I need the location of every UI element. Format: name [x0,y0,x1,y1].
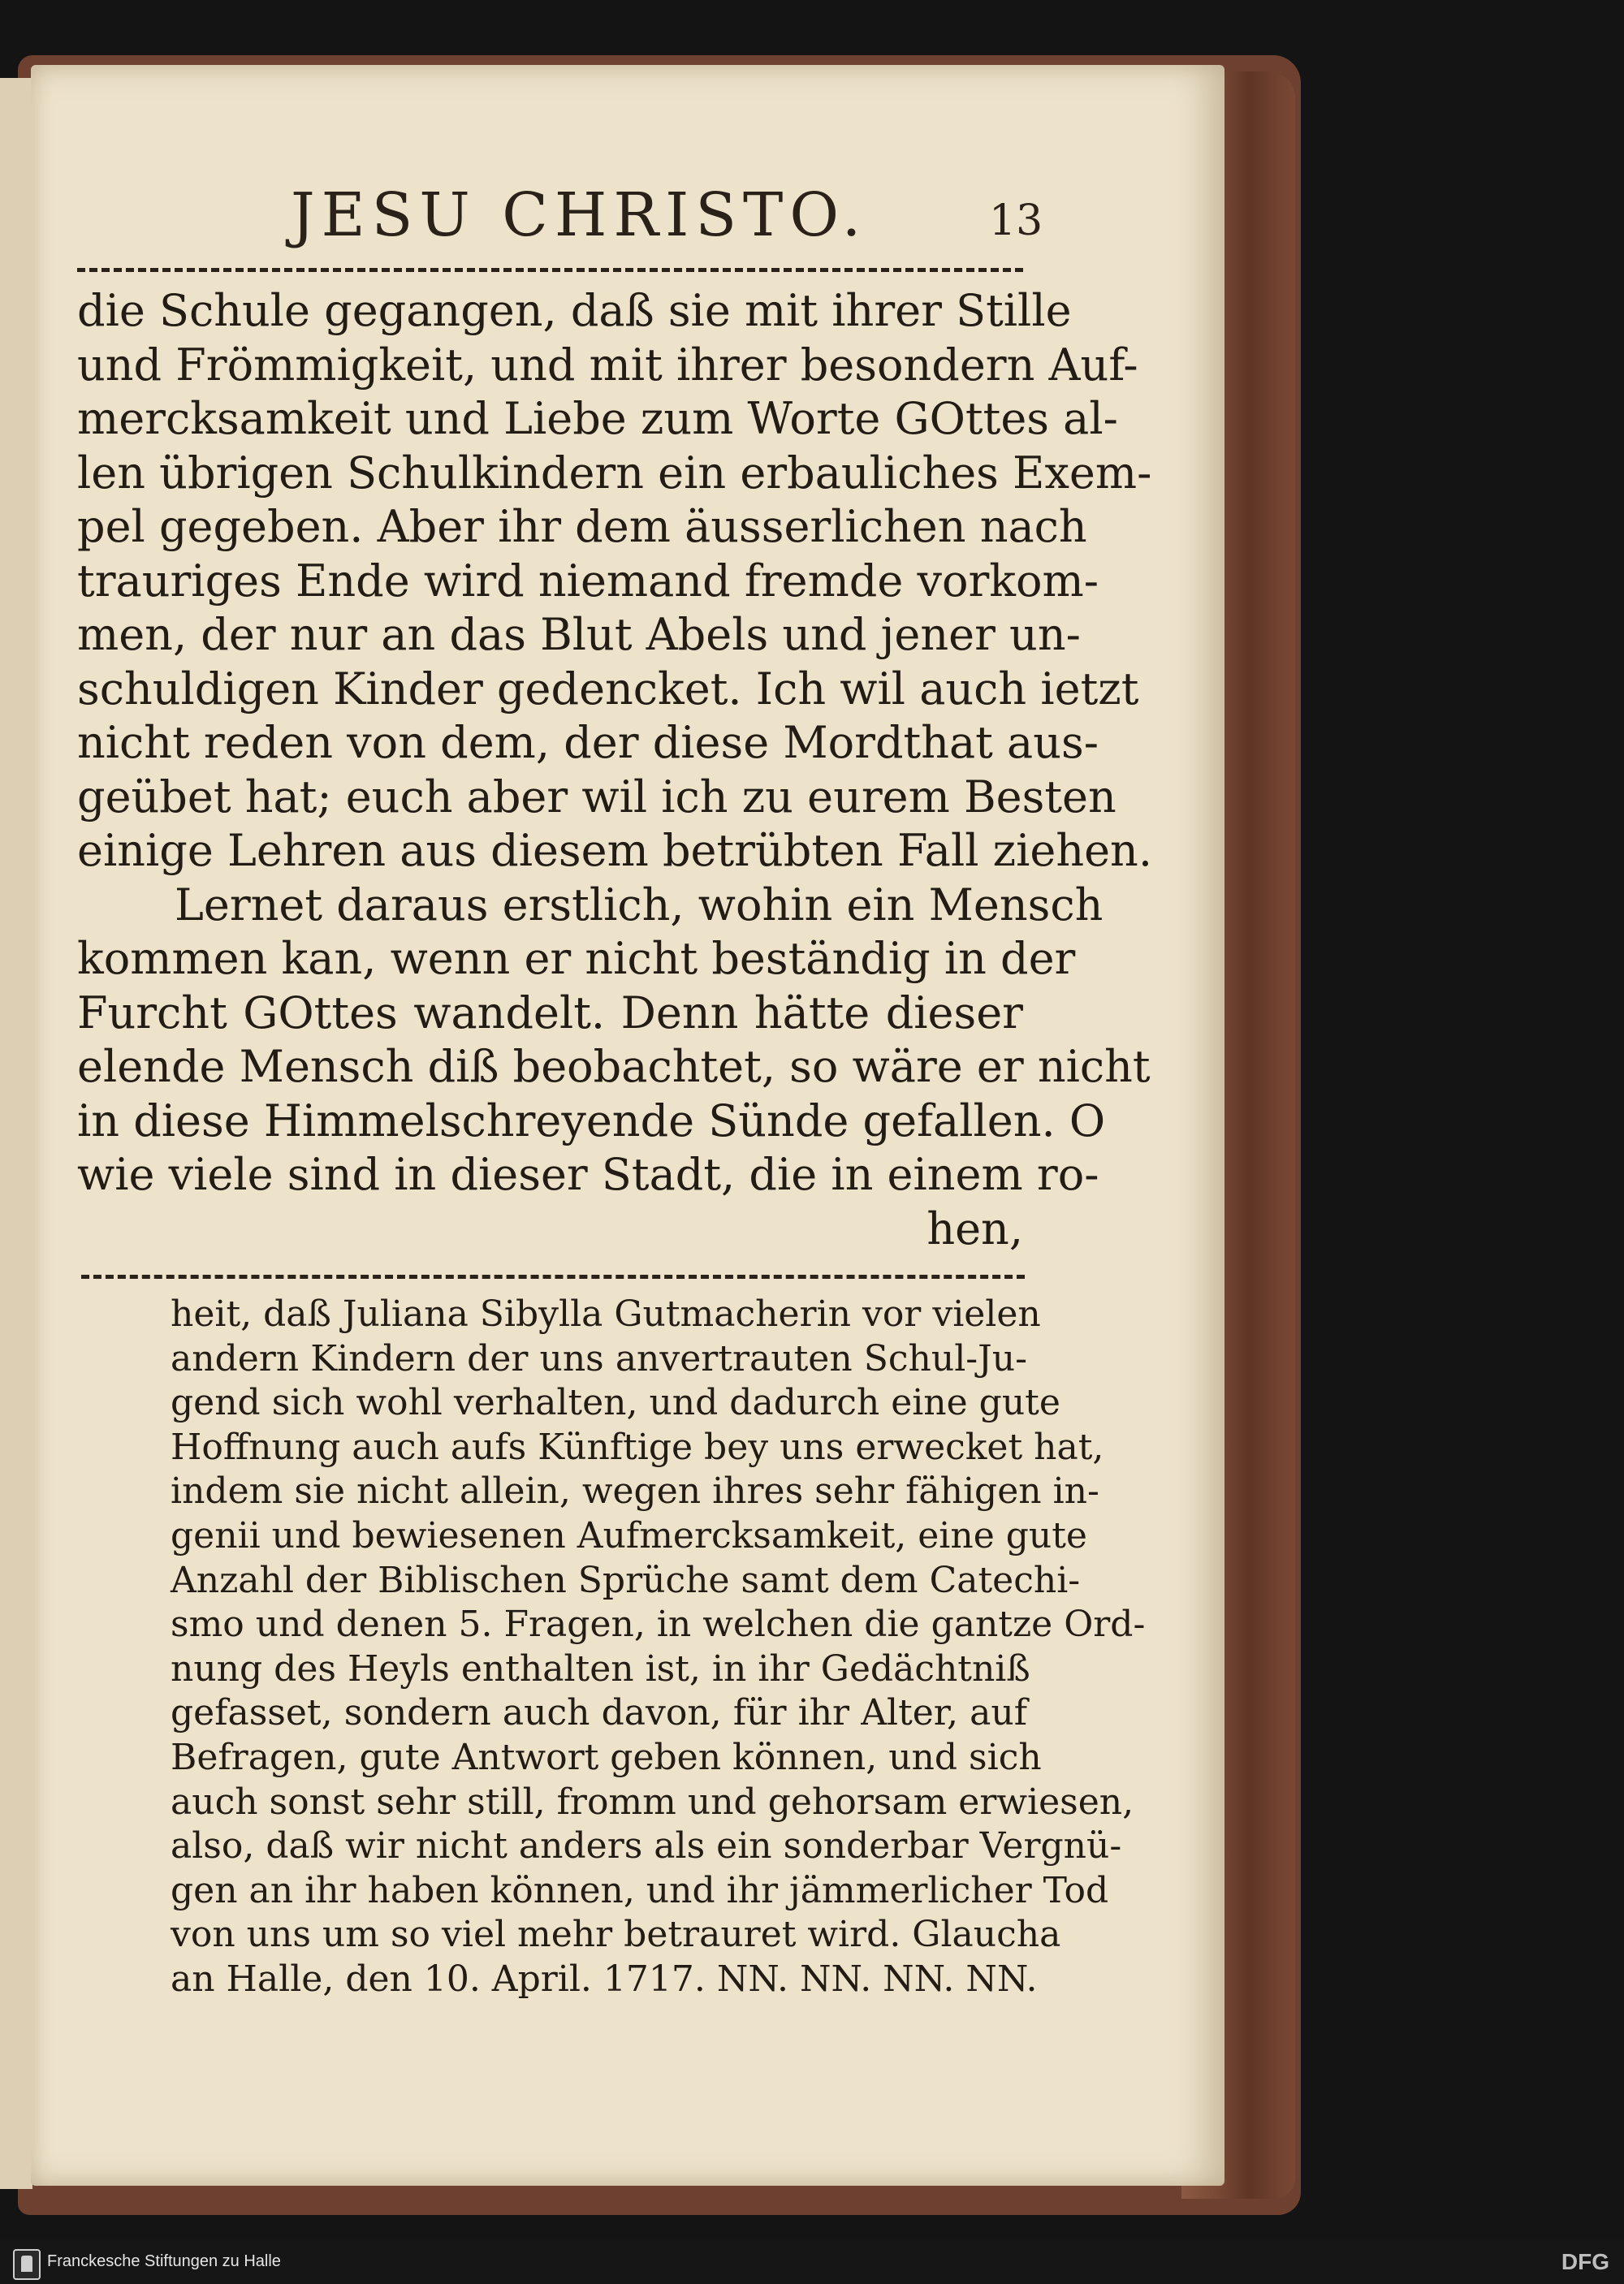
footnote-line: gen an ihr haben können, und ihr jämmerlicher Tod [171,1869,1109,1911]
text-line: pel gegeben. Aber ihr dem äusserlichen nach [77,501,1087,552]
header-rule [77,268,1023,272]
text-line: kommen kan, wenn er nicht beständig in der [77,933,1076,984]
footnote-line: auch sonst sehr still, fromm und gehorsam erwiesen, [171,1781,1134,1823]
footnote-line: genii und bewiesenen Aufmercksamkeit, eine gute [171,1514,1087,1556]
footnote-line: gefasset, sondern auch davon, für ihr Alter, auf [171,1692,1027,1734]
catchword: hen, [926,1202,1023,1254]
running-head: JESU CHRISTO. [291,180,868,250]
text-line: schuldigen Kinder gedencket. Ich wil auch ietzt [77,663,1139,715]
text-line: Furcht GOttes wandelt. Denn hätte dieser [77,987,1023,1038]
footnote-text [171,1293,1146,2002]
footnote-line: Hoffnung auch aufs Künftige bey uns erwecket hat, [171,1426,1104,1468]
text-line: nicht reden von dem, der diese Mordthat aus- [77,717,1099,768]
text-line: und Frömmigkeit, und mit ihrer besondern Auf- [77,339,1138,391]
footnote-line: nung des Heyls enthalten ist, in ihr Gedächtniß [171,1647,1030,1690]
text-line: men, der nur an das Blut Abels und jener un- [77,609,1081,660]
text-line: einige Lehren aus diesem betrübten Fall ziehen. [77,825,1153,876]
footer-credit: Franckesche Stiftungen zu Halle [47,2252,281,2270]
footnote-line: indem sie nicht allein, wegen ihres sehr fähigen in- [171,1470,1099,1513]
footnote-line: heit, daß Juliana Sibylla Gutmacherin vor vielen [171,1293,1041,1335]
footnote-line: an Halle, den 10. April. 1717. NN. NN. NN. NN. [171,1958,1038,2000]
footnote-line: Anzahl der Biblischen Sprüche samt dem Catechi- [171,1559,1081,1601]
footnote-line: Befragen, gute Antwort geben können, und sich [171,1736,1042,1778]
footnote-line: von uns um so viel mehr betrauret wird. Glaucha [171,1914,1061,1956]
footnote-line: also, daß wir nicht anders als ein sonderbar Vergnü- [171,1825,1122,1867]
text-line: in diese Himmelschreyende Sünde gefallen. O [77,1095,1106,1146]
text-line: mercksamkeit und Liebe zum Worte GOttes al- [77,393,1118,444]
main-text [77,284,1153,1256]
page-number: 13 [989,196,1043,245]
text-line: trauriges Ende wird niemand fremde vorkom- [77,555,1099,607]
text-line: geübet hat; euch aber wil ich zu eurem Besten [77,771,1116,822]
footnote-line: smo und denen 5. Fragen, in welchen die gantze Ord- [171,1604,1146,1646]
dfg-logo: DFG [1561,2249,1609,2274]
text-line: len übrigen Schulkindern ein erbauliches Exem- [77,447,1152,499]
footnote-rule [81,1275,1025,1279]
previous-page-edge [0,78,32,2189]
text-line: Lernet daraus erstlich, wohin ein Mensch [175,879,1104,930]
text-line: die Schule gegangen, daß sie mit ihrer Stille [77,285,1072,336]
institution-logo-icon [13,2249,41,2280]
text-line: wie viele sind in dieser Stadt, die in einem ro- [77,1149,1099,1200]
footnote-line: andern Kindern der uns anvertrauten Schul-Ju- [171,1337,1027,1379]
footnote-line: gend sich wohl verhalten, und dadurch eine gute [171,1382,1060,1424]
text-line: elende Mensch diß beobachtet, so wäre er nicht [77,1041,1151,1092]
